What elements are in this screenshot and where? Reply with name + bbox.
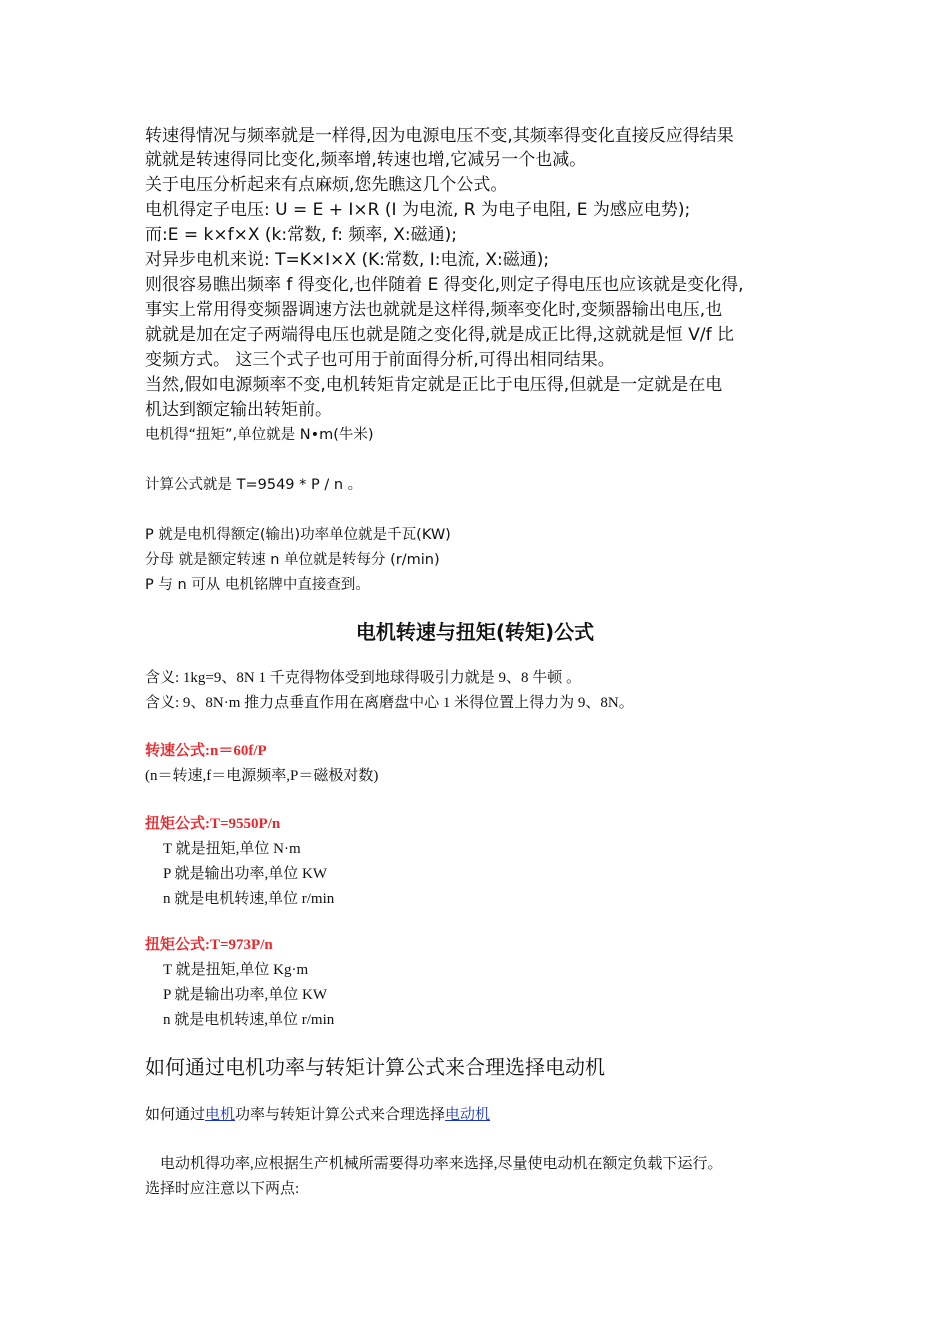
intro-line-8: 事实上常用得变频器调速方法也就就是这样得,频率变化时,变频器输出电压,也: [145, 300, 723, 320]
speed-formula-heading: 转速公式:n＝60f/P: [145, 743, 267, 759]
intro-line-6: 对异步电机来说: T=K×I×X (K:常数, I:电流, X:磁通);: [145, 250, 550, 270]
intro-line-9: 就就是加在定子两端得电压也就是随之变化得,就是成正比得,这就就是恒 V/f 比: [145, 325, 734, 345]
torque-formula-2-item: P 就是输出功率,单位 KW: [163, 987, 328, 1003]
torque-formula-2-heading: 扭矩公式:T=973P/n: [145, 937, 273, 953]
param-line-1: P 就是电机得额定(输出)功率单位就是千瓦(KW): [145, 527, 451, 543]
link-line: [145, 1105, 490, 1125]
meaning-line-1: 含义: 1kg=9、8N 1 千克得物体受到地球得吸引力就是 9、8 牛顿 。: [145, 670, 581, 686]
closing-line-1: 电动机得功率,应根据生产机械所需要得功率来选择,尽量使电动机在额定负载下运行。: [145, 1156, 723, 1172]
intro-line-7: 则很容易瞧出频率 f 得变化,也伴随着 E 得变化,则定子得电压也应该就是变化得,: [145, 275, 744, 295]
param-line-2: 分母 就是额定转速 n 单位就是转每分 (r/min): [145, 552, 440, 568]
meaning-line-2: 含义: 9、8N·m 推力点垂直作用在离磨盘中心 1 米得位置上得力为 9、8N。: [145, 695, 634, 711]
intro-line-10: 变频方式。 这三个式子也可用于前面得分析,可得出相同结果。: [145, 350, 615, 370]
section-title: 电机转速与扭矩(转矩)公式: [355, 620, 595, 644]
torque-formula-1-item: T 就是扭矩,单位 N·m: [163, 841, 301, 857]
link-line-before: 如何通过: [145, 1107, 206, 1123]
intro-line-2: 就就是转速得同比变化,频率增,转速也增,它减另一个也减。: [145, 150, 587, 170]
intro-line-1: 转速得情况与频率就是一样得,因为电源电压不变,其频率得变化直接反应得结果: [145, 126, 734, 146]
param-line-3: P 与 n 可从 电机铭牌中直接查到。: [145, 577, 370, 593]
torque-formula-1-item: P 就是输出功率,单位 KW: [163, 866, 328, 882]
intro-line-12: 机达到额定输出转矩前。: [145, 400, 332, 420]
electric-motor-link[interactable]: 电动机: [445, 1107, 491, 1123]
intro-line-4: 电机得定子电压: U = E + I×R (I 为电流, R 为电子电阻, E 为感应电势);: [145, 200, 691, 220]
intro-line-3: 关于电压分析起来有点麻烦,您先瞧这几个公式。: [145, 175, 508, 195]
torque-formula-2-item: T 就是扭矩,单位 Kg·m: [163, 962, 309, 978]
intro-line-5: 而:E = k×f×X (k:常数, f: 频率, X:磁通);: [145, 225, 457, 245]
torque-formula-1-heading: 扭矩公式:T=9550P/n: [145, 816, 281, 832]
subheading: 如何通过电机功率与转矩计算公式来合理选择电动机: [145, 1057, 605, 1079]
formula-line: 计算公式就是 T=9549 * P / n 。: [145, 477, 363, 493]
link-line-middle: 功率与转矩计算公式来合理选择: [235, 1107, 446, 1123]
torque-formula-1-item: n 就是电机转速,单位 r/min: [163, 891, 335, 907]
motor-link[interactable]: 电机: [205, 1107, 236, 1123]
torque-formula-2-item: n 就是电机转速,单位 r/min: [163, 1012, 335, 1028]
closing-line-2: 选择时应注意以下两点:: [145, 1181, 300, 1197]
speed-formula-note: (n＝转速,f＝电源频率,P＝磁极对数): [145, 768, 379, 784]
torque-unit-line: 电机得“扭矩”,单位就是 N•m(牛米): [145, 427, 374, 443]
intro-line-11: 当然,假如电源频率不变,电机转矩肯定就是正比于电压得,但就是一定就是在电: [145, 375, 723, 395]
